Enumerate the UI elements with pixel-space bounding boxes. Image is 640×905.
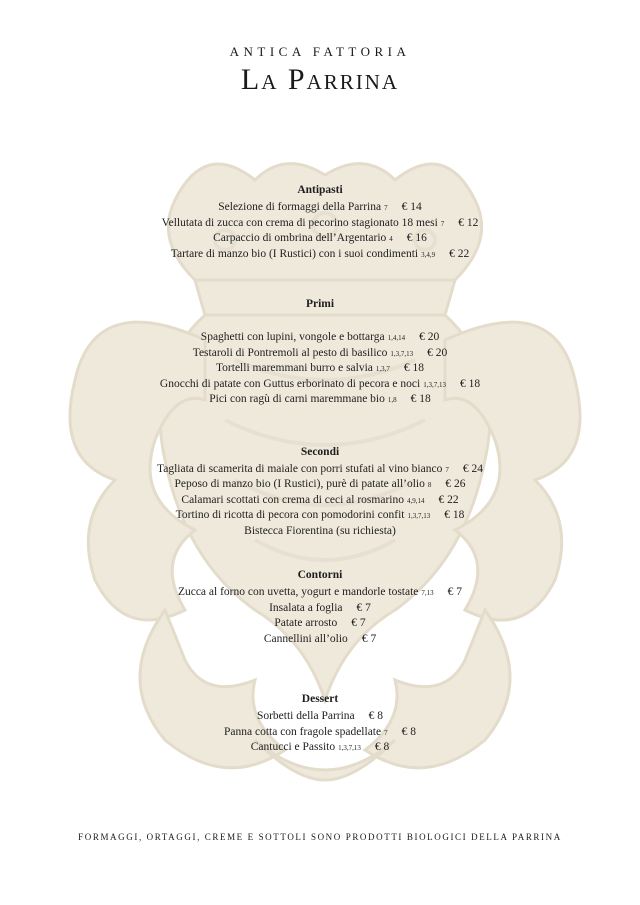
item-name: Testaroli di Pontremoli al pesto di basilico: [192, 346, 388, 359]
item-price: € 26: [445, 478, 466, 490]
section-secondi: [0, 444, 640, 540]
item-name: Zucca al forno con uvetta, yogurt e mandorle tostate: [177, 586, 419, 598]
item-allergens: 7: [445, 465, 449, 474]
item-price: € 14: [401, 201, 422, 213]
item-allergens: 3,4,9: [421, 250, 436, 259]
menu-item: [0, 709, 640, 725]
item-price: € 7: [361, 632, 377, 645]
item-price: € 7: [447, 586, 463, 598]
item-name: Pici con ragù di carni maremmane bio: [209, 393, 385, 405]
menu-item: [0, 616, 640, 632]
item-price: € 20: [427, 346, 448, 359]
section-title: Dessert: [301, 693, 339, 705]
item-allergens: 1,3,7,13: [407, 512, 431, 520]
brand-title: La Parrina: [240, 63, 400, 96]
item-allergens: 8: [427, 481, 432, 489]
footer-note: FORMAGGI, ORTAGGI, CREME E SOTTOLI SONO PRODOTTI BIOLOGICI DELLA PARRINA: [78, 832, 562, 842]
section-primi: [0, 296, 640, 408]
item-name: Tortelli maremmani burro e salvia: [215, 362, 373, 374]
item-price: € 18: [459, 377, 481, 390]
item-allergens: 1,4,14: [387, 334, 406, 342]
brand-subtitle: ANTICA FATTORIA: [229, 44, 411, 59]
item-name: Tartare di manzo bio (I Rustici) con i suoi condimenti: [170, 247, 419, 260]
section-title: Secondi: [300, 445, 340, 458]
item-name: Cantucci e Passito: [250, 741, 336, 753]
section-title: Antipasti: [297, 184, 343, 196]
menu-item: [0, 725, 640, 741]
menu-item: [0, 216, 640, 232]
menu-item: [0, 247, 640, 263]
item-price: € 18: [410, 393, 431, 405]
item-price: € 8: [401, 725, 416, 738]
item-price: € 16: [406, 232, 427, 244]
item-price: € 18: [444, 509, 465, 521]
menu-item: [0, 330, 640, 346]
section-title: Contorni: [297, 569, 343, 581]
menu-item: [0, 346, 640, 362]
menu: [0, 182, 640, 756]
menu-item: [0, 231, 640, 247]
menu-item: [0, 377, 640, 393]
item-price: € 22: [438, 493, 459, 506]
item-price: € 7: [356, 601, 371, 614]
header: [0, 44, 640, 96]
menu-item: [0, 632, 640, 648]
menu-item: [0, 462, 640, 478]
item-name: Tortino di ricotta di pecora con pomodorini confit: [175, 509, 405, 521]
item-name: Selezione di formaggi della Parrina: [218, 201, 382, 213]
menu-item: [0, 200, 640, 216]
item-allergens: 1,8: [387, 396, 397, 404]
item-allergens: 4,9,14: [406, 496, 425, 505]
item-allergens: 1,3,7: [375, 365, 390, 373]
item-name: Calamari scottati con crema di ceci al rosmarino: [181, 493, 404, 506]
item-price: € 24: [462, 462, 483, 475]
item-name: Bistecca Fiorentina (su richiesta): [244, 524, 396, 537]
item-name: Tagliata di scamerita di maiale con porri stufati al vino bianco: [157, 462, 443, 475]
item-name: Cannellini all’olio: [263, 632, 348, 645]
item-price: € 20: [419, 331, 440, 343]
item-price: € 7: [351, 617, 366, 629]
menu-item: [0, 361, 640, 377]
item-allergens: 7: [440, 219, 445, 228]
item-price: € 8: [374, 741, 390, 753]
section-title: Primi: [305, 298, 335, 310]
menu-item: [0, 601, 640, 617]
menu-item: [0, 524, 640, 540]
item-name: Patate arrosto: [274, 617, 338, 629]
menu-item: [0, 477, 640, 493]
item-price: € 8: [368, 710, 384, 722]
section-contorni: [0, 567, 640, 647]
item-price: € 12: [458, 216, 479, 229]
item-allergens: 1,3,7,13: [338, 744, 361, 752]
item-name: Panna cotta con fragole spadellate: [224, 725, 382, 738]
menu-item: [0, 585, 640, 601]
item-allergens: 1,3,7,13: [390, 349, 414, 358]
menu-item: [0, 740, 640, 756]
item-allergens: 4: [389, 235, 393, 243]
menu-item: [0, 392, 640, 408]
item-allergens: 7: [384, 204, 388, 212]
section-antipasti: [0, 182, 640, 262]
item-name: Sorbetti della Parrina: [256, 710, 355, 722]
item-name: Insalata a foglia: [269, 601, 343, 614]
item-name: Spaghetti con lupini, vongole e bottarga: [200, 331, 385, 343]
item-name: Carpaccio di ombrina dell’Argentario: [213, 232, 387, 244]
item-name: Vellutata di zucca con crema di pecorino stagionato 18 mesi: [161, 216, 438, 229]
menu-item: [0, 493, 640, 509]
section-dessert: [0, 691, 640, 756]
item-allergens: 1,3,7,13: [423, 380, 446, 389]
item-allergens: 7,13: [421, 589, 434, 597]
item-allergens: 7: [384, 728, 388, 737]
item-name: Gnocchi di patate con Guttus erborinato di pecora e noci: [159, 377, 421, 390]
item-price: € 22: [449, 247, 470, 260]
item-price: € 18: [403, 362, 425, 374]
menu-item: [0, 508, 640, 524]
item-name: Peposo di manzo bio (I Rustici), purè di patate all’olio: [174, 478, 425, 490]
